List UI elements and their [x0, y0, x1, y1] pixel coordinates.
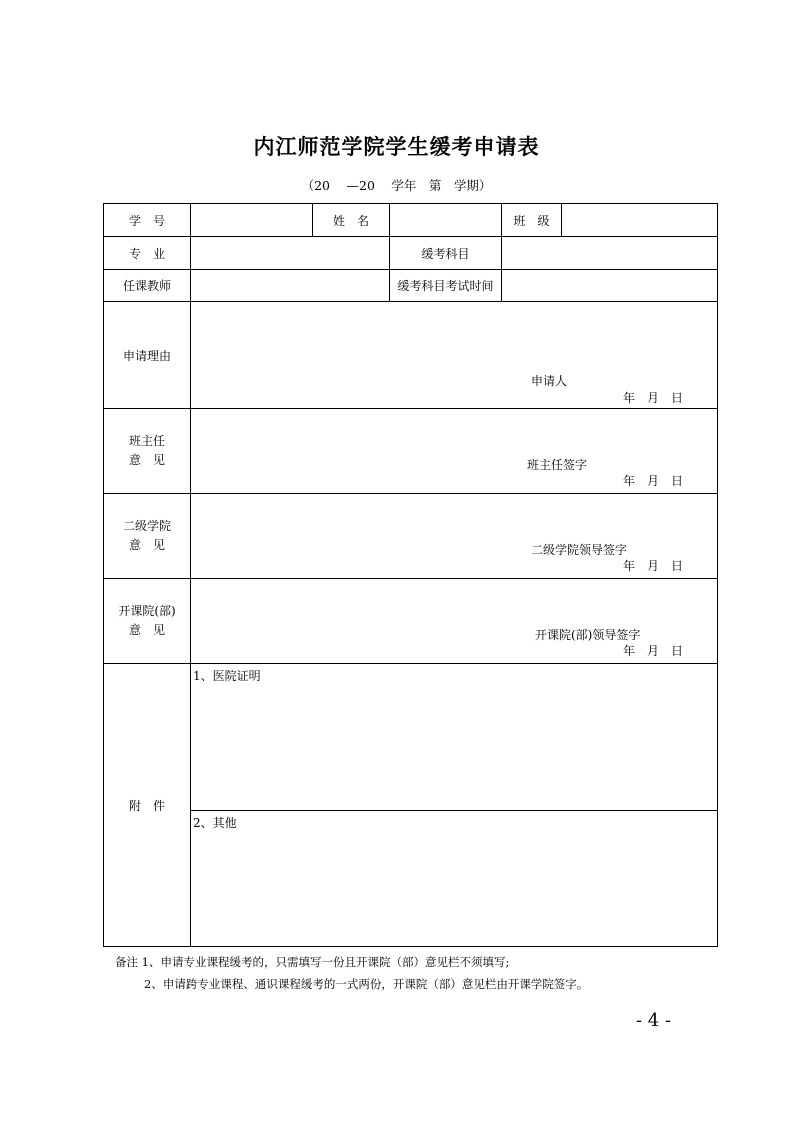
exam-time-label: 缓考科目考试时间: [390, 270, 502, 302]
applicant-date: 年 月 日: [622, 391, 683, 405]
form-title: 内江师范学院学生缓考申请表: [253, 135, 540, 159]
course-college-signature-label: 开课院(部)领导签字: [535, 628, 641, 642]
class-label: 班 级: [502, 204, 562, 237]
course-college-opinion-field[interactable]: [191, 579, 718, 664]
head-teacher-date: 年 月 日: [622, 474, 683, 488]
attachment-item-other: 2、其他: [193, 816, 237, 830]
semester-subtitle: （20 —20 学年 第 学期）: [301, 178, 492, 193]
note-line-2: 2、申请跨专业课程、通识课程缓考的一式两份，开课院（部）意见栏由开课学院签字。: [144, 977, 589, 991]
head-teacher-signature-label: 班主任签字: [527, 458, 588, 472]
attachment-item-hospital-certificate: 1、医院证明: [193, 669, 261, 683]
deferred-subject-label: 缓考科目: [390, 237, 502, 270]
major-label: 专 业: [104, 237, 191, 270]
attachment-label: 附 件: [104, 664, 191, 947]
student-id-field[interactable]: [191, 204, 313, 237]
exam-time-field[interactable]: [502, 270, 718, 302]
class-field[interactable]: [562, 204, 718, 237]
secondary-college-signature-label: 二级学院领导签字: [531, 543, 628, 557]
course-college-opinion-label: 开课院(部) 意 见: [104, 579, 191, 664]
secondary-college-opinion-field[interactable]: [191, 494, 718, 579]
course-teacher-label: 任课教师: [104, 270, 191, 302]
deferred-subject-field[interactable]: [502, 237, 718, 270]
attachment-divider: [191, 810, 717, 811]
name-label: 姓 名: [313, 204, 390, 237]
head-teacher-opinion-field[interactable]: [191, 409, 718, 494]
reason-label: 申请理由: [104, 302, 191, 409]
major-field[interactable]: [191, 237, 390, 270]
note-line-1: 备注 1、申请专业课程缓考的，只需填写一份且开课院（部）意见栏不须填写;: [115, 955, 510, 969]
form-notes: [115, 951, 588, 995]
page-number: - 4 -: [636, 1010, 672, 1031]
head-teacher-opinion-label: 班主任 意 见: [104, 409, 191, 494]
attachment-field[interactable]: [191, 664, 718, 947]
applicant-signature-label: 申请人: [531, 374, 568, 388]
secondary-college-date: 年 月 日: [622, 559, 683, 573]
reason-field[interactable]: [191, 302, 718, 409]
name-field[interactable]: [390, 204, 502, 237]
student-id-label: 学 号: [104, 204, 191, 237]
course-teacher-field[interactable]: [191, 270, 390, 302]
deferral-application-form: [103, 203, 718, 947]
secondary-college-opinion-label: 二级学院 意 见: [104, 494, 191, 579]
course-college-date: 年 月 日: [622, 644, 683, 658]
